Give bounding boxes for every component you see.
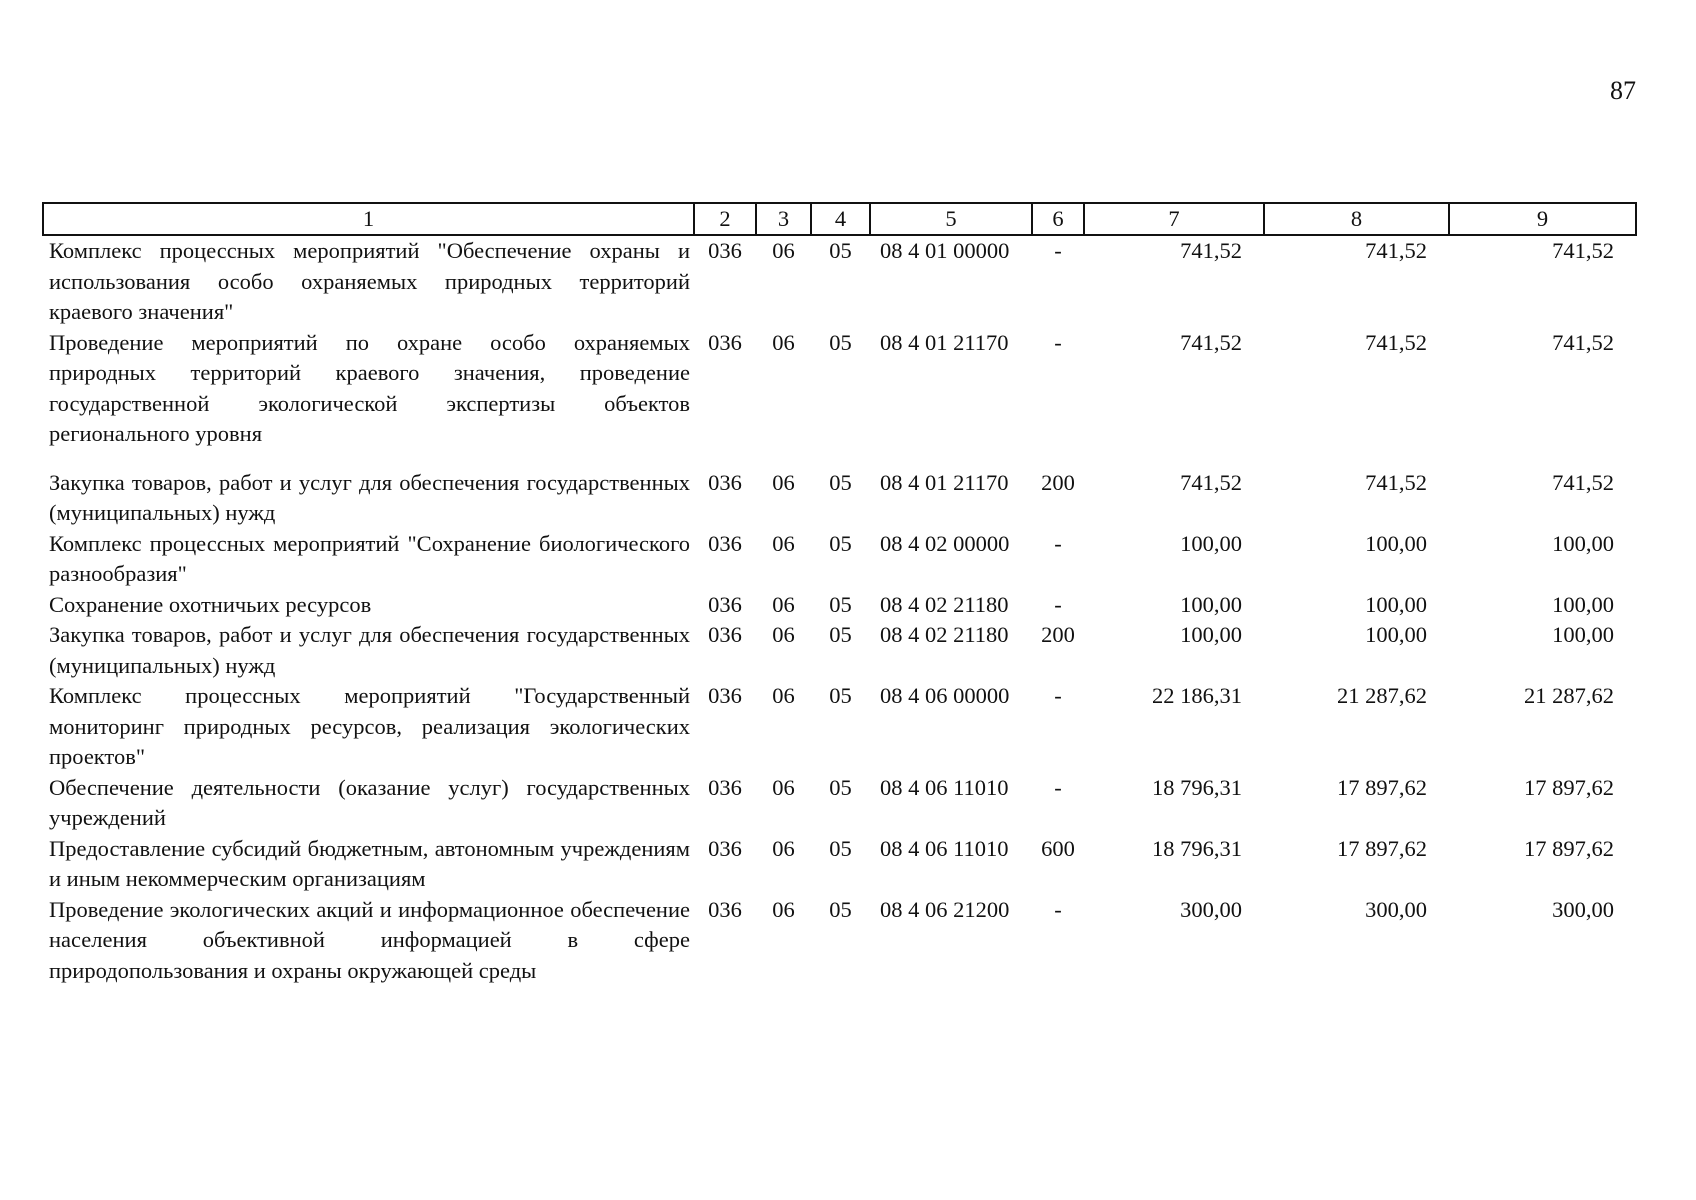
amount-year-1: 100,00 xyxy=(1180,622,1242,647)
grbs-code: 036 xyxy=(708,469,742,495)
target-article-code: 08 4 01 21170 xyxy=(880,329,1009,355)
table-row xyxy=(43,328,1636,468)
grbs-code: 036 xyxy=(708,329,742,355)
column-header: 9 xyxy=(1449,203,1636,235)
target-article-code: 08 4 01 21170 xyxy=(880,469,1009,495)
row-name: Проведение мероприятий по охране особо охраняемых природных территорий краевого значения, проведение государственной экологической экспертизы объектов регионального уровня xyxy=(49,329,690,446)
table-row xyxy=(43,681,1636,773)
expense-type-code: - xyxy=(1054,530,1062,556)
amount-year-2: 741,52 xyxy=(1365,469,1427,495)
amount-year-3: 741,52 xyxy=(1552,469,1614,495)
table-header-row xyxy=(43,203,1636,235)
column-header: 3 xyxy=(756,203,811,235)
amount-year-2: 100,00 xyxy=(1365,591,1427,617)
section-code: 06 xyxy=(772,238,795,263)
column-header: 6 xyxy=(1032,203,1084,235)
amount-year-2: 741,52 xyxy=(1365,238,1427,263)
grbs-code: 036 xyxy=(708,530,742,556)
subsection-code: 05 xyxy=(829,835,852,861)
target-article-code: 08 4 02 21180 xyxy=(880,622,1009,647)
amount-year-1: 100,00 xyxy=(1180,591,1242,617)
expense-type-code: - xyxy=(1054,329,1062,355)
section-code: 06 xyxy=(772,835,795,861)
amount-year-1: 100,00 xyxy=(1180,530,1242,556)
section-code: 06 xyxy=(772,774,795,800)
subsection-code: 05 xyxy=(829,469,852,495)
section-code: 06 xyxy=(772,591,795,617)
grbs-code: 036 xyxy=(708,835,742,861)
expense-type-code: - xyxy=(1054,774,1062,800)
amount-year-2: 100,00 xyxy=(1365,622,1427,647)
subsection-code: 05 xyxy=(829,774,852,800)
grbs-code: 036 xyxy=(708,591,742,617)
page-number: 87 xyxy=(1610,76,1636,105)
amount-year-3: 741,52 xyxy=(1552,329,1614,355)
expense-type-code: 200 xyxy=(1041,622,1075,647)
column-header: 5 xyxy=(870,203,1032,235)
row-name: Сохранение охотничьих ресурсов xyxy=(49,591,372,617)
expense-type-code: - xyxy=(1054,238,1062,263)
table-row xyxy=(43,529,1636,590)
amount-year-1: 741,52 xyxy=(1180,238,1242,263)
row-name: Предоставление субсидий бюджетным, автономным учреждениям и иным некоммерческим организациям xyxy=(49,835,690,891)
amount-year-2: 17 897,62 xyxy=(1337,774,1427,800)
section-code: 06 xyxy=(772,683,795,708)
grbs-code: 036 xyxy=(708,238,742,263)
row-name: Обеспечение деятельности (оказание услуг) государственных учреждений xyxy=(49,774,690,830)
row-name: Проведение экологических акций и информационное обеспечение населения объективной информацией в сфере природопользования и охраны окружающей среды xyxy=(49,896,690,983)
amount-year-1: 741,52 xyxy=(1180,469,1242,495)
expense-type-code: 600 xyxy=(1041,835,1075,861)
expense-type-code: - xyxy=(1054,591,1062,617)
column-header: 7 xyxy=(1084,203,1264,235)
target-article-code: 08 4 06 00000 xyxy=(880,683,1010,708)
table-row xyxy=(43,895,1636,987)
budget-table xyxy=(42,202,1637,986)
grbs-code: 036 xyxy=(708,683,742,708)
grbs-code: 036 xyxy=(708,622,742,647)
subsection-code: 05 xyxy=(829,622,852,647)
amount-year-1: 300,00 xyxy=(1180,896,1242,922)
row-name: Закупка товаров, работ и услуг для обеспечения государственных (муниципальных) нужд xyxy=(49,622,690,678)
table-row xyxy=(43,590,1636,621)
column-header: 2 xyxy=(694,203,756,235)
row-name: Комплекс процессных мероприятий "Сохранение биологического разнообразия" xyxy=(49,530,690,586)
amount-year-3: 100,00 xyxy=(1552,622,1614,647)
grbs-code: 036 xyxy=(708,774,742,800)
table-row xyxy=(43,235,1636,328)
target-article-code: 08 4 02 21180 xyxy=(880,591,1009,617)
subsection-code: 05 xyxy=(829,896,852,922)
row-name: Комплекс процессных мероприятий "Государственный мониторинг природных ресурсов, реализация экологических проектов" xyxy=(49,683,690,769)
subsection-code: 05 xyxy=(829,530,852,556)
column-header: 8 xyxy=(1264,203,1449,235)
table-row xyxy=(43,620,1636,681)
amount-year-3: 100,00 xyxy=(1552,591,1614,617)
amount-year-1: 741,52 xyxy=(1180,329,1242,355)
amount-year-3: 100,00 xyxy=(1552,530,1614,556)
amount-year-3: 741,52 xyxy=(1552,238,1614,263)
amount-year-1: 18 796,31 xyxy=(1152,835,1242,861)
section-code: 06 xyxy=(772,530,795,556)
target-article-code: 08 4 06 11010 xyxy=(880,835,1009,861)
amount-year-3: 21 287,62 xyxy=(1524,683,1614,708)
subsection-code: 05 xyxy=(829,683,852,708)
amount-year-2: 21 287,62 xyxy=(1337,683,1427,708)
table-row xyxy=(43,834,1636,895)
target-article-code: 08 4 01 00000 xyxy=(880,238,1010,263)
amount-year-3: 17 897,62 xyxy=(1524,835,1614,861)
subsection-code: 05 xyxy=(829,591,852,617)
amount-year-2: 741,52 xyxy=(1365,329,1427,355)
section-code: 06 xyxy=(772,329,795,355)
target-article-code: 08 4 06 11010 xyxy=(880,774,1009,800)
grbs-code: 036 xyxy=(708,896,742,922)
section-code: 06 xyxy=(772,469,795,495)
subsection-code: 05 xyxy=(829,238,852,263)
expense-type-code: - xyxy=(1054,683,1062,708)
table-row xyxy=(43,468,1636,529)
amount-year-2: 17 897,62 xyxy=(1337,835,1427,861)
subsection-code: 05 xyxy=(829,329,852,355)
amount-year-1: 22 186,31 xyxy=(1152,683,1242,708)
expense-type-code: - xyxy=(1054,896,1062,922)
section-code: 06 xyxy=(772,896,795,922)
amount-year-3: 17 897,62 xyxy=(1524,774,1614,800)
amount-year-3: 300,00 xyxy=(1552,896,1614,922)
column-header: 1 xyxy=(43,203,694,235)
row-name: Комплекс процессных мероприятий "Обеспечение охраны и использования особо охраняемых природных территорий краевого значения" xyxy=(49,238,690,324)
section-code: 06 xyxy=(772,622,795,647)
row-name: Закупка товаров, работ и услуг для обеспечения государственных (муниципальных) нужд xyxy=(49,469,690,525)
target-article-code: 08 4 02 00000 xyxy=(880,530,1010,556)
amount-year-2: 100,00 xyxy=(1365,530,1427,556)
expense-type-code: 200 xyxy=(1041,469,1075,495)
amount-year-2: 300,00 xyxy=(1365,896,1427,922)
amount-year-1: 18 796,31 xyxy=(1152,774,1242,800)
column-header: 4 xyxy=(811,203,870,235)
table-row xyxy=(43,773,1636,834)
target-article-code: 08 4 06 21200 xyxy=(880,896,1010,922)
